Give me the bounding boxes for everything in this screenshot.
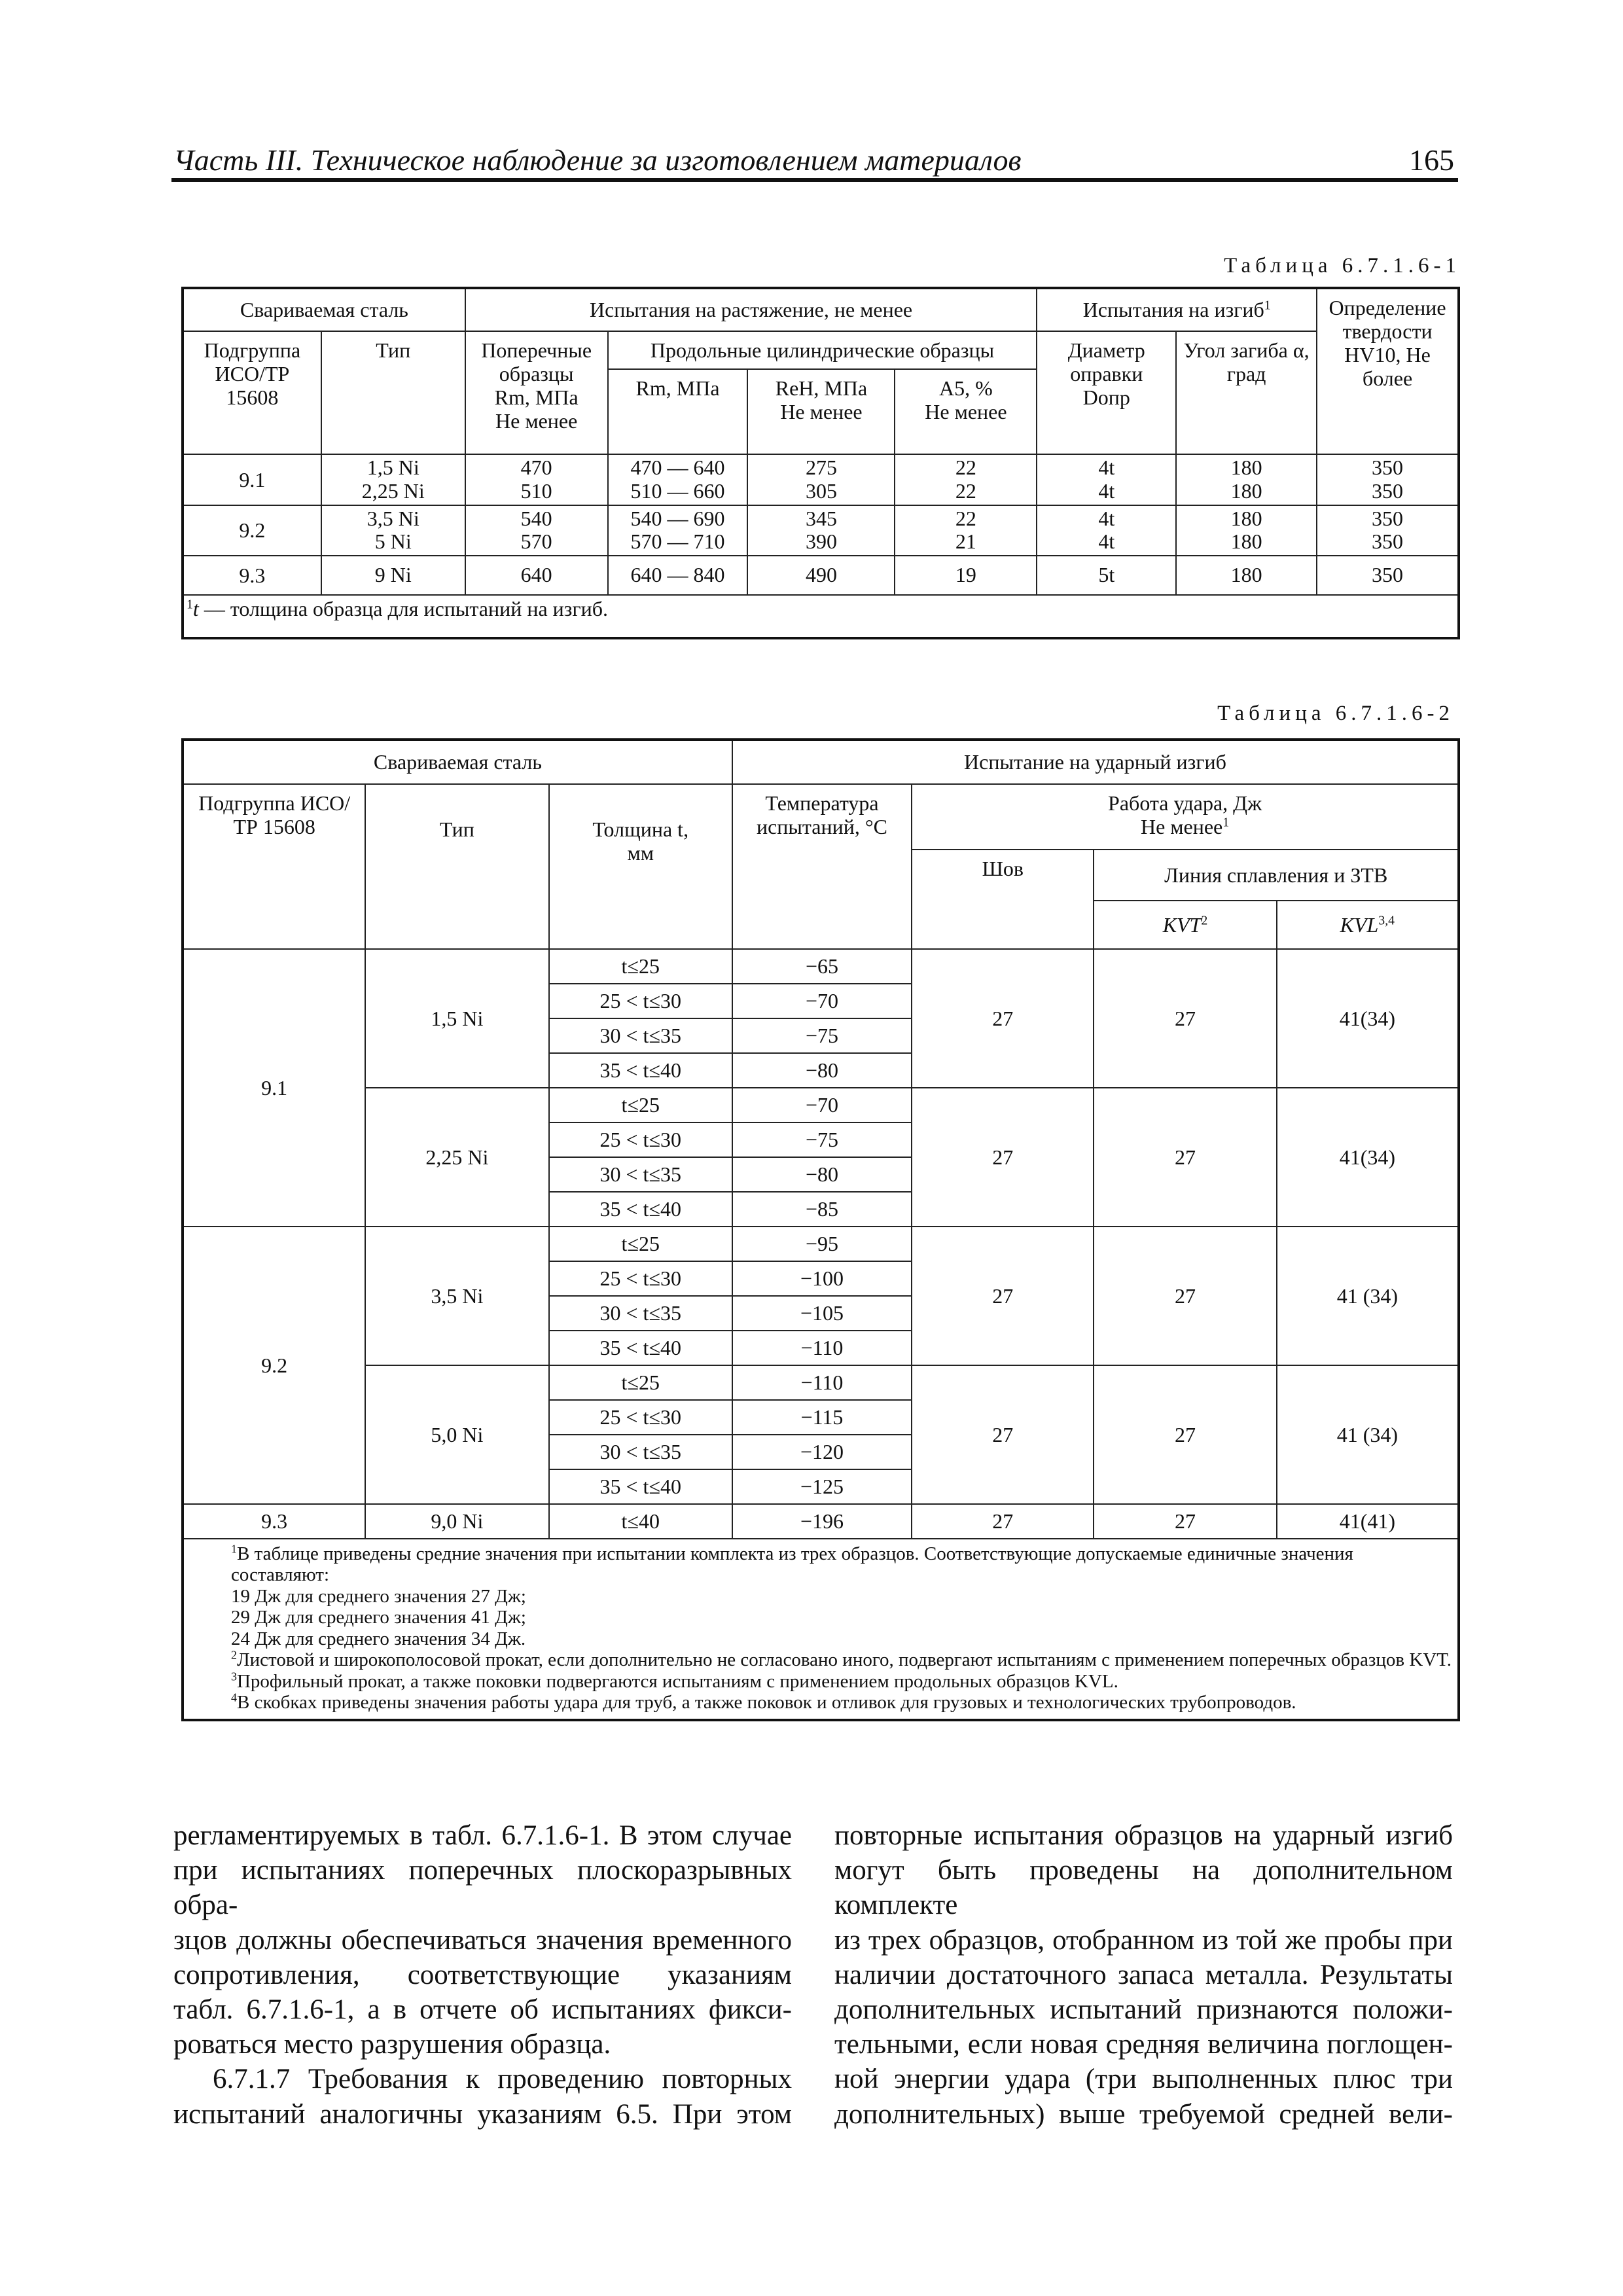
cell-value: 350 — [1372, 506, 1404, 530]
body-line: регламентируемых в табл. 6.7.1.6-1. В этом случае — [173, 1820, 792, 1851]
body-line: ной энергии удара (три выполненных плюс три — [834, 2064, 1453, 2095]
cell-value: 350 — [1372, 456, 1404, 479]
t2-kvt-cell: 27 — [1094, 1227, 1276, 1365]
t1-subgroup-cell: 9.1 — [183, 454, 321, 505]
cell-value: 22 — [955, 456, 976, 479]
t2-subgroup-cell: 9.2 — [183, 1227, 365, 1504]
t2-temperature-cell: −80 — [732, 1053, 912, 1088]
t2-thickness-cell: 30 < t≤35 — [549, 1296, 732, 1331]
t2-thickness-cell: 25 < t≤30 — [549, 1261, 732, 1296]
cell-value: 540 — [520, 506, 552, 530]
cell-value: 180 — [1230, 563, 1262, 587]
t2-kvl-cell: 41 (34) — [1277, 1227, 1459, 1365]
cell-value: 180 — [1230, 456, 1262, 479]
t2-subgroup-cell: 9.1 — [183, 949, 365, 1227]
body-line: сопротивления, соответствующие указаниям — [173, 1959, 792, 1990]
t2-temperature-cell: −65 — [732, 949, 912, 984]
t2-kvl-cell: 41(34) — [1277, 949, 1459, 1088]
t1-body — [183, 454, 1459, 595]
table-row — [183, 1088, 1459, 1122]
cell-value: 640 — [520, 563, 552, 587]
t2-note-1d: 24 Дж для среднего значения 34 Дж. — [231, 1628, 526, 1649]
cell-value: 4t — [1098, 456, 1115, 479]
t2-seam-cell: 27 — [912, 1504, 1094, 1539]
t2-header-work: Работа удара, Дж Не менее$^1$ — [912, 784, 1459, 850]
t2-type-cell: 5,0 Ni — [365, 1365, 548, 1504]
t1-header-tension: Испытания на растяжение, не менее — [465, 288, 1037, 331]
running-header-title: Часть III. Техническое наблюдение за изготовлением материалов — [173, 143, 1022, 177]
t2-seam-cell: 27 — [912, 1227, 1094, 1365]
t2-type-cell: 3,5 Ni — [365, 1227, 548, 1365]
cell-value: 1,5 Ni — [366, 456, 419, 479]
cell-value: 4t — [1098, 478, 1115, 503]
t1-ang-cell — [1176, 505, 1317, 556]
t2-note-1c: 29 Дж для среднего значения 41 Дж; — [231, 1607, 526, 1628]
cell-value: 570 — [520, 529, 552, 554]
t1-types-cell — [321, 556, 465, 595]
table-row — [183, 949, 1459, 984]
cell-value: 180 — [1230, 506, 1262, 530]
impact-test-table — [181, 738, 1460, 1721]
body-line: из трех образцов, отобранном из той же пробы при — [834, 1924, 1453, 1956]
t2-type-cell: 1,5 Ni — [365, 949, 548, 1088]
t1-header-bend: Испытания на изгиб$^1$ — [1037, 288, 1317, 331]
t1-a5-cell — [895, 454, 1037, 505]
cell-value: 510 — [520, 478, 552, 503]
t2-temperature-cell: −120 — [732, 1435, 912, 1469]
body-line: наличии достаточного запаса металла. Результаты — [834, 1959, 1453, 1990]
t1-header-angle: Угол загиба α, град — [1176, 331, 1317, 454]
t2-temperature-cell: −80 — [732, 1157, 912, 1192]
t2-thickness-cell: 25 < t≤30 — [549, 984, 732, 1018]
t1-rm_t-cell — [465, 454, 608, 505]
t1-a5-cell — [895, 505, 1037, 556]
body-line: могут быть проведены на дополнительном комплекте — [834, 1855, 1453, 1921]
cell-value: 19 — [955, 563, 976, 587]
t2-type-cell: 2,25 Ni — [365, 1088, 548, 1227]
t2-note-1b: 19 Дж для среднего значения 27 Дж; — [231, 1585, 526, 1607]
t1-rm_t-cell — [465, 505, 608, 556]
cell-value: 390 — [805, 529, 837, 554]
body-line: дополнительных испытаний признаются положи- — [834, 1994, 1453, 2025]
body-text-left-column — [173, 1818, 792, 2132]
t2-thickness-cell: 30 < t≤35 — [549, 1157, 732, 1192]
t1-header-type: Тип — [321, 331, 465, 454]
t2-kvl-cell: 41 (34) — [1277, 1365, 1459, 1504]
cell-value: 345 — [805, 506, 837, 530]
t1-header-subgroup: Подгруппа ИСО/ТР 15608 — [183, 331, 321, 454]
t2-header-steel: Свариваемая сталь — [183, 740, 732, 784]
body-line: роваться место разрушения образца. — [173, 2029, 611, 2060]
cell-value: 2,25 Ni — [361, 478, 425, 503]
t2-thickness-cell: 35 < t≤40 — [549, 1331, 732, 1365]
cell-value: 4t — [1098, 506, 1115, 530]
t1-reh-cell — [747, 556, 895, 595]
t2-temperature-cell: −110 — [732, 1365, 912, 1400]
t2-kvt-cell: 27 — [1094, 1088, 1276, 1227]
t2-thickness-cell: 35 < t≤40 — [549, 1469, 732, 1504]
cell-value: 180 — [1230, 529, 1262, 554]
header-rule — [171, 178, 1458, 182]
t2-temperature-cell: −110 — [732, 1331, 912, 1365]
cell-value: 9 Ni — [374, 563, 412, 587]
t2-note-2: $^2$Листовой и широкополосовой прокат, если дополнительно не согласовано иного, подвергают испытаниям с применением поперечных образцов KVT. — [231, 1648, 1452, 1671]
t2-thickness-cell: 25 < t≤30 — [549, 1400, 732, 1435]
t2-header-thickness: Толщина t, мм — [549, 784, 732, 949]
cell-value: 22 — [955, 506, 976, 530]
cell-value: 305 — [805, 478, 837, 503]
cell-value: 350 — [1372, 478, 1404, 503]
t2-temperature-cell: −70 — [732, 984, 912, 1018]
cell-value: 3,5 Ni — [366, 506, 419, 530]
t1-hv-cell — [1317, 556, 1459, 595]
t2-thickness-cell: 30 < t≤35 — [549, 1435, 732, 1469]
t2-thickness-cell: 35 < t≤40 — [549, 1192, 732, 1227]
table-row — [183, 454, 1459, 505]
t2-header-seam: Шов — [912, 850, 1094, 949]
t2-header-kvl: KVL$^{3,4}$ — [1277, 901, 1459, 949]
t2-footnotes — [183, 1539, 1459, 1720]
cell-value: 22 — [955, 478, 976, 503]
t2-temperature-cell: −125 — [732, 1469, 912, 1504]
t2-kvt-cell: 27 — [1094, 949, 1276, 1088]
t1-d-cell — [1037, 505, 1176, 556]
t1-ang-cell — [1176, 556, 1317, 595]
t1-header-steel: Свариваемая сталь — [183, 288, 465, 331]
t1-a5-cell — [895, 556, 1037, 595]
cell-value: 180 — [1230, 478, 1262, 503]
t2-thickness-cell: t≤25 — [549, 1088, 732, 1122]
t2-header-subgroup: Подгруппа ИСО/ТР 15608 — [183, 784, 365, 949]
t2-temperature-cell: −70 — [732, 1088, 912, 1122]
t2-temperature-cell: −100 — [732, 1261, 912, 1296]
cell-value: 490 — [805, 563, 837, 587]
t2-header-kvt: KVT$^2$ — [1094, 901, 1276, 949]
page-number: 165 — [1409, 143, 1454, 177]
table1-caption: Таблица 6.7.1.6-1 — [1224, 254, 1461, 278]
t2-header-temperature: Температура испытаний, °С — [732, 784, 912, 949]
table-row — [183, 1504, 1459, 1539]
t2-thickness-cell: t≤40 — [549, 1504, 732, 1539]
cell-value: 275 — [805, 456, 837, 479]
t2-thickness-cell: 35 < t≤40 — [549, 1053, 732, 1088]
body-line: зцов должны обеспечиваться значения временного — [173, 1924, 792, 1956]
t2-header-type: Тип — [365, 784, 548, 949]
t2-temperature-cell: −75 — [732, 1018, 912, 1053]
t1-subgroup-cell: 9.2 — [183, 505, 321, 556]
cell-value: 4t — [1098, 529, 1115, 554]
cell-value: 540 — 690 — [630, 506, 725, 530]
t1-header-a5: A5, % Не менее — [895, 369, 1037, 454]
table-row — [183, 1227, 1459, 1261]
t1-header-reh: ReH, МПа Не менее — [747, 369, 895, 454]
t2-temperature-cell: −105 — [732, 1296, 912, 1331]
t2-seam-cell: 27 — [912, 1365, 1094, 1504]
t2-thickness-cell: 25 < t≤30 — [549, 1122, 732, 1157]
t2-subgroup-cell: 9.3 — [183, 1504, 365, 1539]
table2-caption: Таблица 6.7.1.6-2 — [1217, 702, 1454, 725]
t1-ang-cell — [1176, 454, 1317, 505]
t2-kvl-cell: 41(41) — [1277, 1504, 1459, 1539]
t1-reh-cell — [747, 505, 895, 556]
t1-reh-cell — [747, 454, 895, 505]
cell-value: 350 — [1372, 563, 1404, 587]
t2-kvt-cell: 27 — [1094, 1504, 1276, 1539]
body-line: табл. 6.7.1.6-1, а в отчете об испытаниях фикси- — [173, 1994, 792, 2025]
t2-kvl-cell: 41(34) — [1277, 1088, 1459, 1227]
t2-thickness-cell: t≤25 — [549, 949, 732, 984]
t2-body — [183, 949, 1459, 1539]
t1-header-rm: Rm, МПа — [608, 369, 748, 454]
cell-value: 470 — [520, 456, 552, 479]
cell-value: 570 — 710 — [630, 529, 725, 554]
t1-header-transverse: Поперечные образцы Rm, МПа Не менее — [465, 331, 608, 454]
t1-subgroup-cell: 9.3 — [183, 556, 321, 595]
t1-types-cell — [321, 454, 465, 505]
t1-header-longitudinal: Продольные цилиндрические образцы — [608, 331, 1037, 369]
t2-temperature-cell: −95 — [732, 1227, 912, 1261]
table-row — [183, 505, 1459, 556]
body-line: повторные испытания образцов на ударный изгиб — [834, 1820, 1453, 1851]
t2-note-1: $^1$В таблице приведены средние значения при испытании комплекта из трех образцов. Соответствующие допускаемые единичные значения составляют: — [231, 1542, 1353, 1586]
t2-thickness-cell: t≤25 — [549, 1365, 732, 1400]
body-line: при испытаниях поперечных плоскоразрывных обра- — [173, 1855, 792, 1921]
body-line: 6.7.1.7 Требования к проведению повторных — [213, 2064, 792, 2095]
t2-header-impact: Испытание на ударный изгиб — [732, 740, 1459, 784]
t2-note-3: $^3$Профильный прокат, а также поковки подвергаются испытаниям с применением продольных образцов KVL. — [231, 1670, 1118, 1692]
t2-thickness-cell: t≤25 — [549, 1227, 732, 1261]
cell-value: 640 — 840 — [630, 563, 725, 587]
t1-footnote: $^1$t — толщина образца для испытаний на изгиб. — [183, 595, 1459, 638]
t1-rm-cell — [608, 454, 748, 505]
t1-rm-cell — [608, 556, 748, 595]
t2-thickness-cell: 30 < t≤35 — [549, 1018, 732, 1053]
t1-header-hardness: Определение твердости HV10, Не более — [1317, 288, 1459, 454]
t1-header-diameter: Диаметр оправки Dопр — [1037, 331, 1176, 454]
t2-temperature-cell: −75 — [732, 1122, 912, 1157]
t2-header-fusion: Линия сплавления и ЗТВ — [1094, 850, 1459, 901]
body-line: испытаний аналогичны указаниям 6.5. При этом — [173, 2098, 792, 2130]
t1-d-cell — [1037, 556, 1176, 595]
t2-type-cell: 9,0 Ni — [365, 1504, 548, 1539]
t2-seam-cell: 27 — [912, 1088, 1094, 1227]
t1-d-cell — [1037, 454, 1176, 505]
t2-temperature-cell: −196 — [732, 1504, 912, 1539]
cell-value: 470 — 640 — [630, 456, 725, 479]
cell-value: 21 — [955, 529, 976, 554]
table-row — [183, 556, 1459, 595]
t2-note-4: $^4$В скобках приведены значения работы удара для труб, а также поковок и отливок для грузовых и технологических трубопроводов. — [231, 1691, 1296, 1713]
cell-value: 5t — [1098, 563, 1115, 587]
t1-rm-cell — [608, 505, 748, 556]
t1-rm_t-cell — [465, 556, 608, 595]
cell-value: 510 — 660 — [630, 478, 725, 503]
body-line: тельными, если новая средняя величина поглощен- — [834, 2029, 1453, 2060]
table-row — [183, 1365, 1459, 1400]
t1-hv-cell — [1317, 454, 1459, 505]
body-line: дополнительных) выше требуемой средней вели- — [834, 2098, 1453, 2130]
tensile-bend-table — [181, 287, 1460, 639]
t1-hv-cell — [1317, 505, 1459, 556]
cell-value: 5 Ni — [374, 529, 412, 554]
t2-seam-cell: 27 — [912, 949, 1094, 1088]
t1-types-cell — [321, 505, 465, 556]
t2-temperature-cell: −115 — [732, 1400, 912, 1435]
t2-temperature-cell: −85 — [732, 1192, 912, 1227]
body-text-right-column — [834, 1818, 1453, 2132]
t2-kvt-cell: 27 — [1094, 1365, 1276, 1504]
cell-value: 350 — [1372, 529, 1404, 554]
